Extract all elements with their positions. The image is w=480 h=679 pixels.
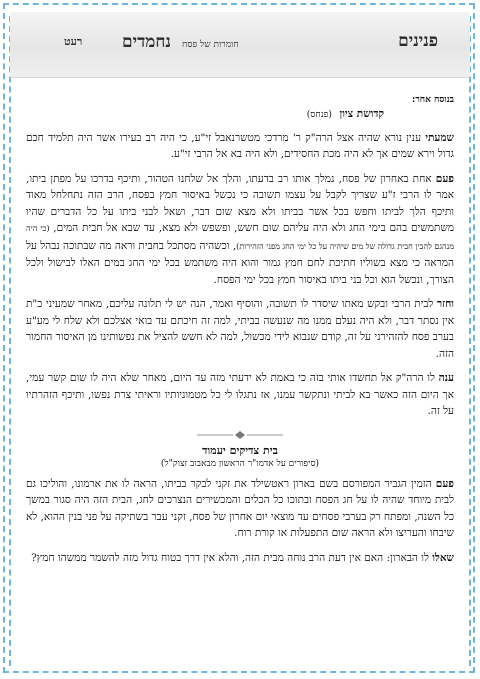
page-header xyxy=(10,12,470,78)
section1-tag: בנוסח אחר: xyxy=(412,95,454,105)
paragraph-lead: וחזר xyxy=(437,298,454,310)
section1-title xyxy=(26,106,384,124)
header-left-text: רעט xyxy=(64,35,83,48)
paragraph-text: לו הבארון: האם אין דעת הרב נוחה מבית הזה, והלא אין דרך בטוח גדול מזה להשמר ממשהו חמץ? xyxy=(31,551,433,564)
section1-title-paren: (פנחס) xyxy=(306,110,332,120)
paragraph xyxy=(26,476,454,542)
paragraph xyxy=(26,130,454,163)
paragraph-text-cont: , וכשהיה מסתכל בחבית וראה מה שבתוכה נבהל על המראה כי מצא בשוליו חתיכת לחם חמץ גמור והוא היה משתמש בכל ימי החג במים האלו לבישול ולכל הצורך, ונכשל הוא וכל בני ביתו באיסור חמץ בכל ימי הפסח. xyxy=(26,239,454,286)
header-right-title: פנינים xyxy=(398,31,438,51)
paragraph-text: לו הרה"ק אל תחשדו אותי בזה כי באמת לא ידעתי מזה עד היום, מאחר שלא היה לו שום קשר עמי, אך היום הזה כאשר בא לביתי ונתקשר עמנו, אז נתגלו לי כל מטמוניותיו וראיתי צרת נפשו, ותיכף הזהרתיו על זה. xyxy=(26,372,454,417)
paragraph-text: אחת באחרון של פסח, נמלך אותו רב בדעתו, והלך אל שלחנו הטהור, ותיכף בדרכו על מפתן ביתו, אמר לו הרבי ז"ע שצריך לקבל על עצמו תשובה כי נכשל באיסור חמץ בפסח, הרב הזה נתחלחל מאוד ותיכף הלך לביתו וחפש בכל אשר בביתו ולא מצא שום דבר, ושאל לבני ביתו על כל הדברים שהיו משתמשים בהם בימי החג ולא היה עליהם שום חשש, ופשפש ולא מצא, עד שבא אל חבית המים, xyxy=(26,172,454,234)
header-center-small: חומרות של פסח xyxy=(182,40,239,50)
paragraph-text: ענין נורא שהיה אצל הרה"ק ר' מרדכי מטשרנאבל זי"ע, כי היה רב בעירו אשר היה תלמיד חכם גדול וירא שמים אך לא היה מכת החסידים, ולא היה בא אל הרבי זי"ע. xyxy=(26,131,454,160)
paragraph-text: הזמין הגביר המפורסם בשם בארון ראטשילד את זקני לבקר בביתו, הראה לו את ארמונו, והוליכו גם לבית מיוחד שהיה לו על חג הפסח ובתוכו כל הכלים והמכשירים הנצרכים לחג, הבית הזה היה סגור במשך כל השנה, ומפתח רק בערבי פסחים עד מוצאי יום אחרון של פסח, זקני עבר בשתיקה על פני בנין ההוא, לא שיבחו והעריצו ולא הראה שום התפעלות או קורת רוח. xyxy=(26,477,454,539)
header-center xyxy=(122,32,245,52)
article-content xyxy=(26,92,454,574)
ornament-divider-icon xyxy=(195,430,285,440)
paragraph-text: לבית הרבי ובקש מאתו שיסדר לו תשובה, והוסיף ואמר, הנה יש לי תלונה עליכם, מאחר שמעיני כ"ת אין נסתר דבר, ולא היה נעלם ממנו מה שנעשה בביתי, למה זה חיכתם עד בואי אצלכם ולא שלח לי מע"ע בערב פסח להזהירני על זה, קודם שנבוא לידי מכשול, למה לא חשש להציל את נפשותינו מן האיסור החמור הזה. xyxy=(26,298,454,360)
paragraph xyxy=(26,171,454,289)
section1-title-text: קדושת ציון xyxy=(339,108,384,120)
paragraph-lead: ענה xyxy=(438,372,454,384)
paragraph-lead: פעם xyxy=(435,172,454,185)
paragraph-lead: שאלו xyxy=(432,551,454,564)
section2-subtitle: (סיפורים על אדמו"ר הראשון מבאבוב זצוק"ל) xyxy=(160,458,320,469)
section2-title: בית צדיקים יעמוד xyxy=(202,443,278,457)
paragraph xyxy=(26,550,454,567)
paragraph xyxy=(26,370,454,420)
paragraph-lead: פעם xyxy=(435,477,454,490)
paragraph-lead: שמעתי xyxy=(425,131,454,144)
paragraph-note: (כי היה מנהגם להכין חבית גדולה של מים שיהיה על כל ימי החג מפני הזהירות) xyxy=(26,224,454,251)
header-center-big: נחמדים xyxy=(122,32,171,52)
paragraph xyxy=(26,296,454,362)
